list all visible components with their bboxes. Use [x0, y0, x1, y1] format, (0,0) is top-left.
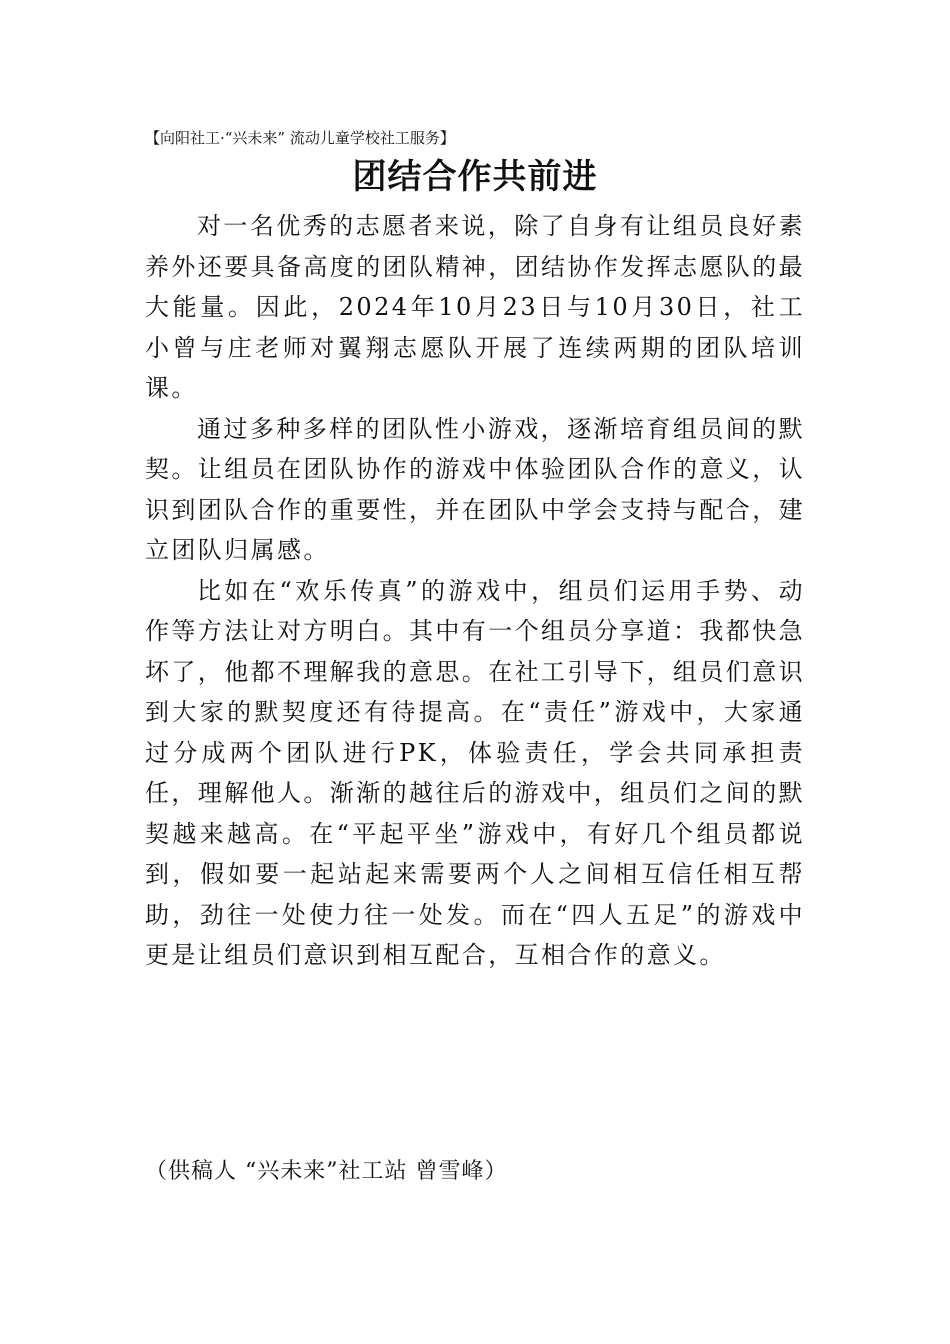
document-header: 【向阳社工·“兴未来” 流动儿童学校社工服务】 [145, 129, 455, 147]
paragraph-2: 通过多种多样的团队性小游戏，逐渐培育组员间的默契。让组员在团队协作的游戏中体验团队合作的意义，认识到团队合作的重要性，并在团队中学会支持与配合，建立团队归属感。 [145, 414, 805, 564]
author-credit: （供稿人 “兴未来”社工站 曾雪峰） [145, 1159, 508, 1184]
paragraph-1: 对一名优秀的志愿者来说，除了自身有让组员良好素养外还要具备高度的团队精神，团结协作发挥志愿队的最大能量。因此，2024年10月23日与10月30日，社工小曾与庄老师对翼翔志愿队开展了连续两期的团队培训课。 [145, 212, 805, 402]
paragraph-3: 比如在“欢乐传真”的游戏中，组员们运用手势、动作等方法让对方明白。其中有一个组员分享道：我都快急坏了，他都不理解我的意思。在社工引导下，组员们意识到大家的默契度还有待提高。在“责任”游戏中，大家通过分成两个团队进行PK，体验责任，学会共同承担责任，理解他人。渐渐的越往后的游戏中，组员们之间的默契越来越高。在“平起平坐”游戏中，有好几个组员都说到，假如要一起站起来需要两个人之间相互信任相互帮助，劲往一处使力往一处发。而在“四人五足”的游戏中更是让组员们意识到相互配合，互相合作的意义。 [145, 576, 805, 969]
document-title: 团结合作共前进 [352, 157, 598, 197]
document-body [145, 206, 805, 976]
